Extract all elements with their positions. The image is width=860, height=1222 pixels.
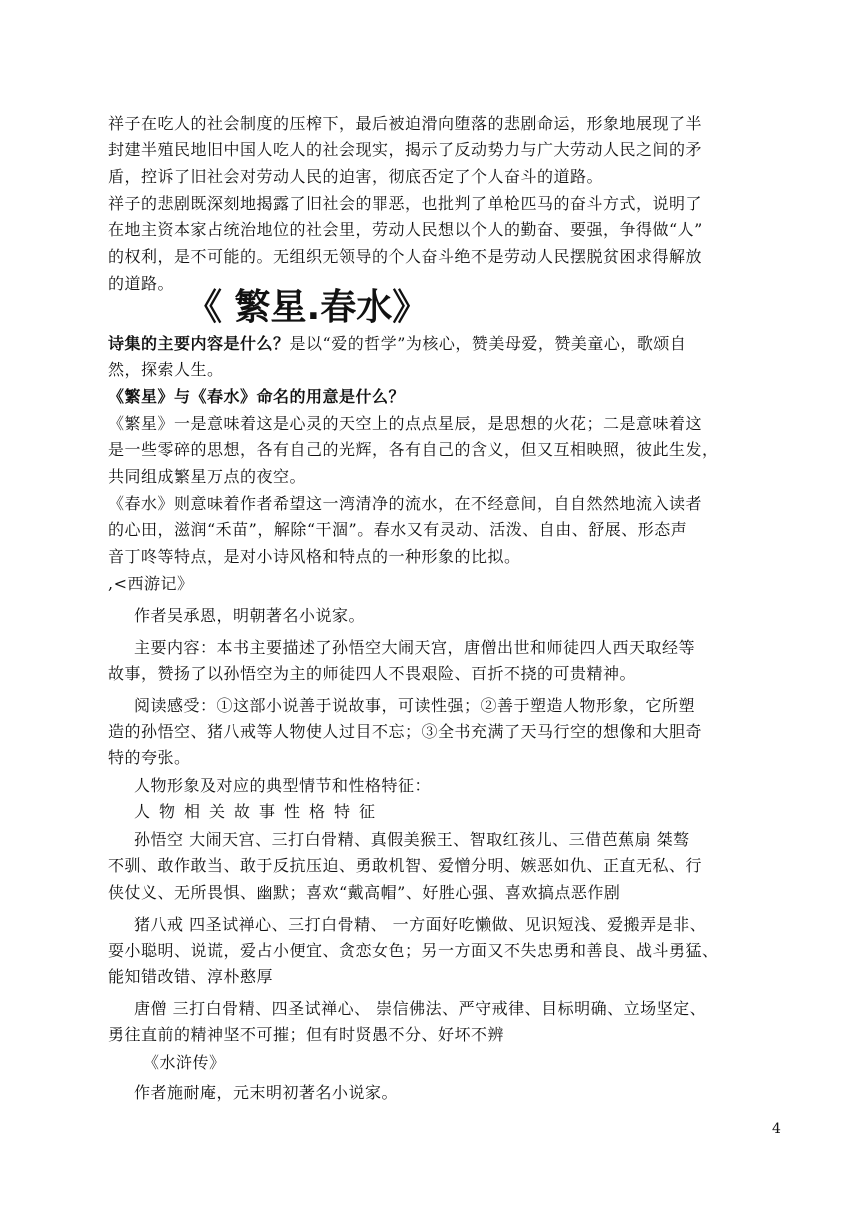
question-label: 《繁星》与《春水》命名的用意是什么？	[108, 387, 406, 406]
xiyouji-feeling-line: 特的夸张。	[108, 748, 191, 767]
character-sunwukong-line: 孙悟空 大闹天宫、三打白骨精、真假美猴王、智取红孩儿、三借芭蕉扇 桀骜	[134, 830, 690, 849]
section-title: 《 繁星.春水》	[186, 287, 429, 328]
answer-line: 《繁星》一是意味着这是心灵的天空上的点点星辰，是思想的火花；二是意味着这	[108, 414, 703, 433]
shuihu-heading: 《水浒传》	[143, 1053, 226, 1072]
answer-text: 是以“爱的哲学”为核心，赞美母爱，赞美童心，歌颂自	[289, 334, 687, 353]
qa-line	[108, 333, 686, 355]
character-sunwukong-line: 侠仗义、无所畏惧、幽默；喜欢“戴高帽”、好胜心强、喜欢搞点恶作剧	[108, 883, 621, 902]
xiyouji-heading: ,<西游记》	[108, 574, 194, 593]
shuihu-author: 作者施耐庵，元末明初著名小说家。	[134, 1083, 399, 1102]
xiyouji-content-line: 主要内容：本书主要描述了孙悟空大闹天宫，唐僧出世和师徒四人西天取经等	[134, 638, 696, 657]
table-header: 人物相关故事性格特征	[134, 802, 385, 821]
paragraph-line: 在地主资本家占统治地位的社会里，劳动人民想以个人的勤奋、要强，争得做“人”	[108, 220, 703, 239]
paragraph-line: 盾，控诉了旧社会对劳动人民的迫害，彻底否定了个人奋斗的道路。	[108, 167, 604, 186]
character-sunwukong-line: 不驯、敢作敢当、敢于反抗压迫、勇敢机智、爱憎分明、嫉恶如仇、正直无私、行	[108, 856, 703, 875]
xiyouji-content-line: 故事，赞扬了以孙悟空为主的师徒四人不畏艰险、百折不挠的可贵精神。	[108, 664, 637, 683]
character-zhubajie-line: 能知错改错、淳朴憨厚	[108, 967, 274, 986]
page-number: 4	[772, 1121, 781, 1137]
answer-line: 《春水》则意味着作者希望这一湾清净的流水，在不经意间，自自然然地流入读者	[108, 494, 703, 513]
answer-line: 共同组成繁星万点的夜空。	[108, 467, 307, 486]
question-label: 诗集的主要内容是什么？	[108, 334, 290, 353]
character-tangseng-line: 勇往直前的精神坚不可摧；但有时贤愚不分、好坏不辨	[108, 1025, 505, 1044]
paragraph-line: 的道路。	[108, 274, 175, 293]
paragraph-line: 祥子的悲剧既深刻地揭露了旧社会的罪恶，也批判了单枪匹马的奋斗方式，说明了	[108, 194, 703, 213]
character-zhubajie-line: 耍小聪明、说谎，爱占小便宜、贪恋女色；另一方面又不失忠勇和善良、战斗勇猛、	[108, 941, 719, 960]
answer-line: 是一些零碎的思想，各有自己的光辉，各有自己的含义，但又互相映照，彼此生发，	[108, 440, 719, 459]
paragraph-line: 封建半殖民地旧中国人吃人的社会现实，揭示了反动势力与广大劳动人民之间的矛	[108, 140, 703, 159]
xiyouji-feeling-line: 阅读感受：①这部小说善于说故事，可读性强；②善于塑造人物形象，它所塑	[134, 696, 696, 715]
characters-intro: 人物形象及对应的典型情节和性格特征：	[134, 776, 432, 795]
character-tangseng-line: 唐僧 三打白骨精、四圣试禅心、 崇信佛法、严守戒律、目标明确、立场坚定、	[134, 999, 707, 1018]
answer-line: 音丁咚等特点，是对小诗风格和特点的一种形象的比拟。	[108, 547, 521, 566]
character-zhubajie-line: 猪八戒 四圣试禅心、三打白骨精、 一方面好吃懒做、见识短浅、爱搬弄是非、	[134, 915, 707, 934]
answer-line: 的心田，滋润“禾苗”，解除“干涸”。春水又有灵动、活泼、自由、舒展、形态声	[108, 520, 688, 539]
xiyouji-feeling-line: 造的孙悟空、猪八戒等人物使人过目不忘；③全书充满了天马行空的想像和大胆奇	[108, 722, 703, 741]
xiyouji-author: 作者吴承恩，明朝著名小说家。	[134, 606, 366, 625]
paragraph-line: 祥子在吃人的社会制度的压榨下，最后被迫滑向堕落的悲剧命运，形象地展现了半	[108, 114, 703, 133]
paragraph-line: 的权利，是不可能的。无组织无领导的个人奋斗绝不是劳动人民摆脱贫困求得解放	[108, 247, 703, 266]
answer-line: 然，探索人生。	[108, 360, 224, 379]
